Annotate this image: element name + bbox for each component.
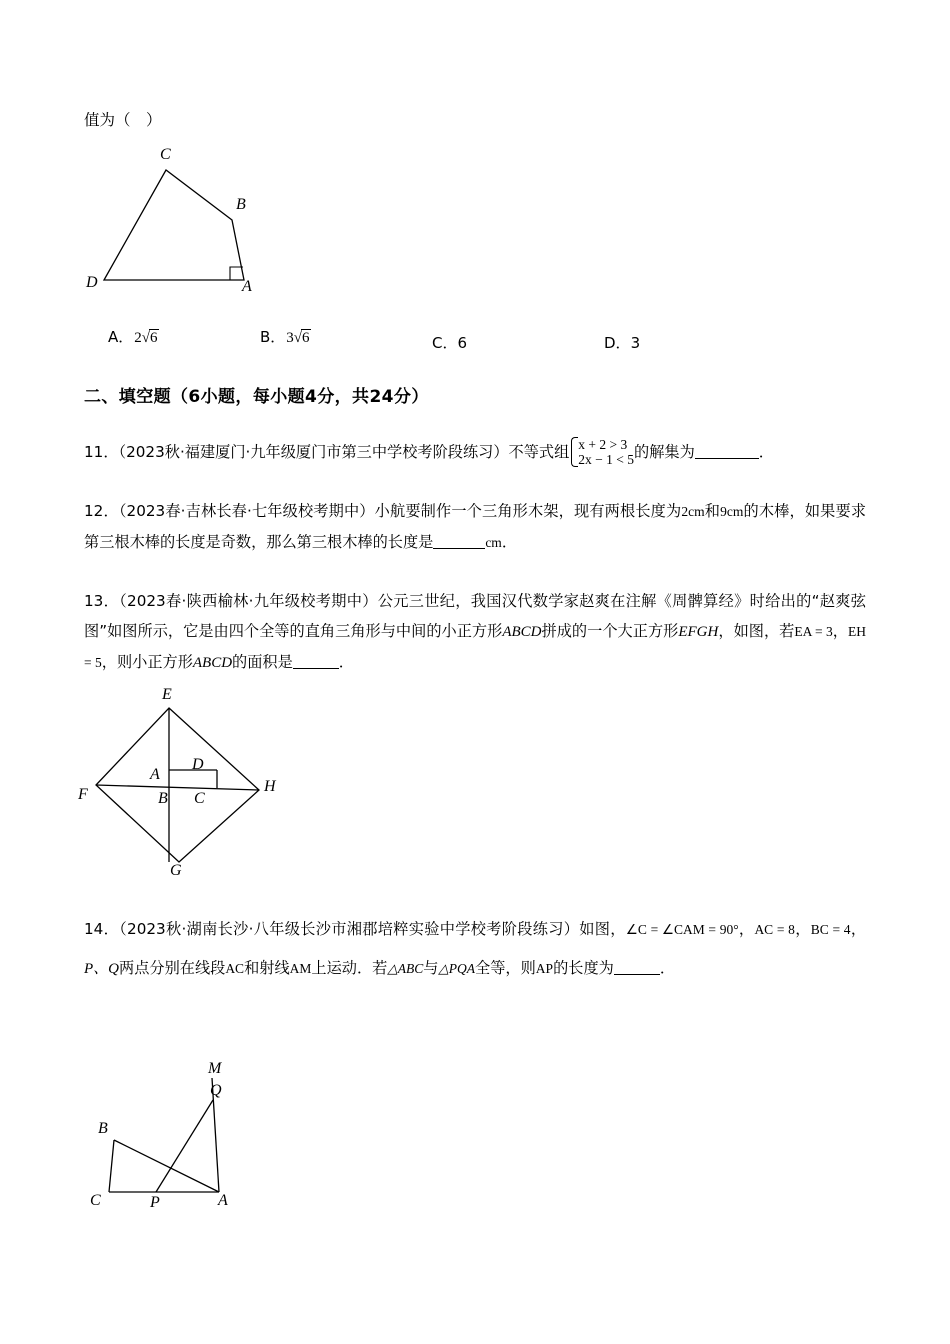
choice-a-label: A． (108, 328, 134, 346)
choice-d-label: D． (604, 334, 631, 352)
figure13-label-c: C (194, 790, 205, 807)
figure13-label-f: F (78, 786, 88, 803)
q13-big-square: EFGH (678, 624, 719, 640)
q14-text-3: ， (794, 920, 811, 938)
q14-end: ． (659, 959, 675, 977)
q12-unit: cm (485, 535, 502, 550)
q14-text-9: 全等，则 (475, 959, 536, 977)
q13-text-4: ，则小正方形 (101, 653, 193, 671)
q12-length-1: 2cm (681, 504, 705, 519)
q12-text-2: 和 (704, 502, 721, 520)
choice-b[interactable] (260, 326, 311, 347)
figure-label-d: D (86, 274, 98, 291)
figure-quadrilateral-abcd (84, 140, 304, 300)
q13-text-1: 公元三世纪，我国汉代数学家赵爽在注解《周髀算经》时给出的“赵爽弦图”如图所示，它是由四个全等的直角三角形与中间的小正方形 (84, 592, 866, 640)
choice-c-label: C． (432, 334, 458, 352)
q14-text-4: ， (850, 920, 867, 938)
q14-text-2: ， (738, 920, 755, 938)
figure14-label-m: M (208, 1060, 222, 1077)
figure14-label-a: A (218, 1192, 228, 1209)
figure-label-c: C (160, 146, 171, 163)
figure-triangle-abc-pqa (84, 1060, 314, 1220)
figure14-label-q: Q (210, 1082, 222, 1099)
q12-text-3: 的木棒，如果要求第三根木棒的长度是奇数，那么第三根木棒的长度是 (84, 502, 867, 551)
q11-text-after: 的解集为 (634, 443, 695, 461)
choice-b-label: B． (260, 328, 286, 346)
choice-b-value: 3√6 (286, 330, 310, 346)
choice-a[interactable] (108, 326, 159, 347)
q12-length-2: 9cm (720, 504, 744, 519)
choice-c[interactable] (432, 332, 467, 353)
q14-triangle-pqa: △PQA (438, 961, 476, 976)
question-12 (84, 496, 866, 558)
question-11 (84, 437, 866, 468)
q14-ray-am: AM (289, 961, 312, 976)
q14-text-8: 与 (423, 959, 439, 977)
figure-zhaoshuang-diagram (78, 686, 304, 880)
q12-answer-blank[interactable] (433, 534, 485, 549)
q13-number: 13． (84, 592, 120, 610)
q14-text-6: 和射线 (244, 959, 290, 977)
q13-source: （2023春·陕西榆林·九年级校考期中） (119, 592, 378, 610)
figure13-label-g: G (170, 862, 182, 879)
figure13-label-a: A (150, 766, 160, 783)
figure-label-a: A (242, 278, 252, 295)
figure14-label-p: P (150, 1194, 160, 1211)
q11-ineq-line1: x + 2 > 3 (578, 436, 628, 452)
choice-c-value: 6 (457, 334, 468, 352)
q11-ineq-line2: 2x − 1 < 5 (578, 451, 635, 467)
choice-d[interactable] (604, 332, 640, 353)
q14-segment-ac: AC (225, 961, 245, 976)
q12-text-1: 小航要制作一个三角形木架，现有两根长度为 (374, 502, 682, 520)
q11-end: ． (758, 443, 774, 461)
q13-text-2: 拼成的一个大正方形 (541, 622, 679, 640)
q12-source: （2023春·吉林长春·七年级校考期中） (118, 502, 375, 520)
q14-text-5: 两点分别在线段 (119, 959, 226, 977)
q13-text-3: ，如图，若 (718, 622, 795, 640)
q11-answer-blank[interactable] (695, 444, 759, 459)
question-14 (84, 910, 866, 988)
q14-source: （2023秋·湖南长沙·八年级长沙市湘郡培粹实验中学校考阶段练习） (119, 920, 580, 938)
q13-condition-1: EA = 3 (794, 624, 833, 639)
q12-number: 12． (84, 502, 119, 520)
q14-text-1: 如图， (579, 920, 626, 938)
figure-label-b: B (236, 196, 246, 213)
figure14-label-b: B (98, 1120, 108, 1137)
choice-d-value: 3 (630, 334, 641, 352)
q11-inequality-system (569, 437, 634, 467)
q14-triangle-abc: △ABC (387, 961, 424, 976)
q13-small-square: ABCD (502, 624, 542, 640)
q14-condition-1: ∠C = ∠CAM = 90° (625, 922, 739, 937)
choice-row (108, 318, 808, 352)
figure14-label-c: C (90, 1192, 101, 1209)
figure13-label-d: D (192, 756, 204, 773)
q14-answer-blank[interactable] (614, 960, 660, 975)
q13-answer-blank[interactable] (293, 654, 339, 669)
q14-number: 14． (84, 920, 120, 938)
q14-condition-3: BC = 4 (810, 922, 851, 937)
q13-sep: ， (832, 622, 849, 640)
q12-end: ． (501, 533, 517, 551)
q14-segment-ap: AP (535, 961, 554, 976)
q11-source: （2023秋·福建厦门·九年级厦门市第三中学校考阶段练习） (118, 443, 509, 461)
choice-a-value: 2√6 (134, 330, 158, 346)
top-fragment-text: 值为（ ） (84, 111, 162, 129)
q13-condition-2: EH = 5 (84, 624, 867, 670)
q11-number: 11． (84, 443, 119, 461)
q14-text-10: 的长度为 (553, 959, 614, 977)
figure13-label-b: B (158, 790, 168, 807)
q13-text-5: 的面积是 (232, 653, 293, 671)
q14-condition-2: AC = 8 (754, 922, 795, 937)
q11-text-before: 不等式组 (508, 443, 570, 461)
q14-text-7: 上运动．若 (311, 959, 388, 977)
question-13 (84, 586, 866, 678)
section-heading: 二、填空题（6小题，每小题4分，共24分） (84, 387, 429, 407)
figure13-label-h: H (264, 778, 276, 795)
figure13-label-e: E (162, 686, 172, 703)
q14-points: P、Q (84, 961, 119, 977)
q13-end: ． (338, 653, 354, 671)
q13-small-square-2: ABCD (192, 655, 233, 671)
